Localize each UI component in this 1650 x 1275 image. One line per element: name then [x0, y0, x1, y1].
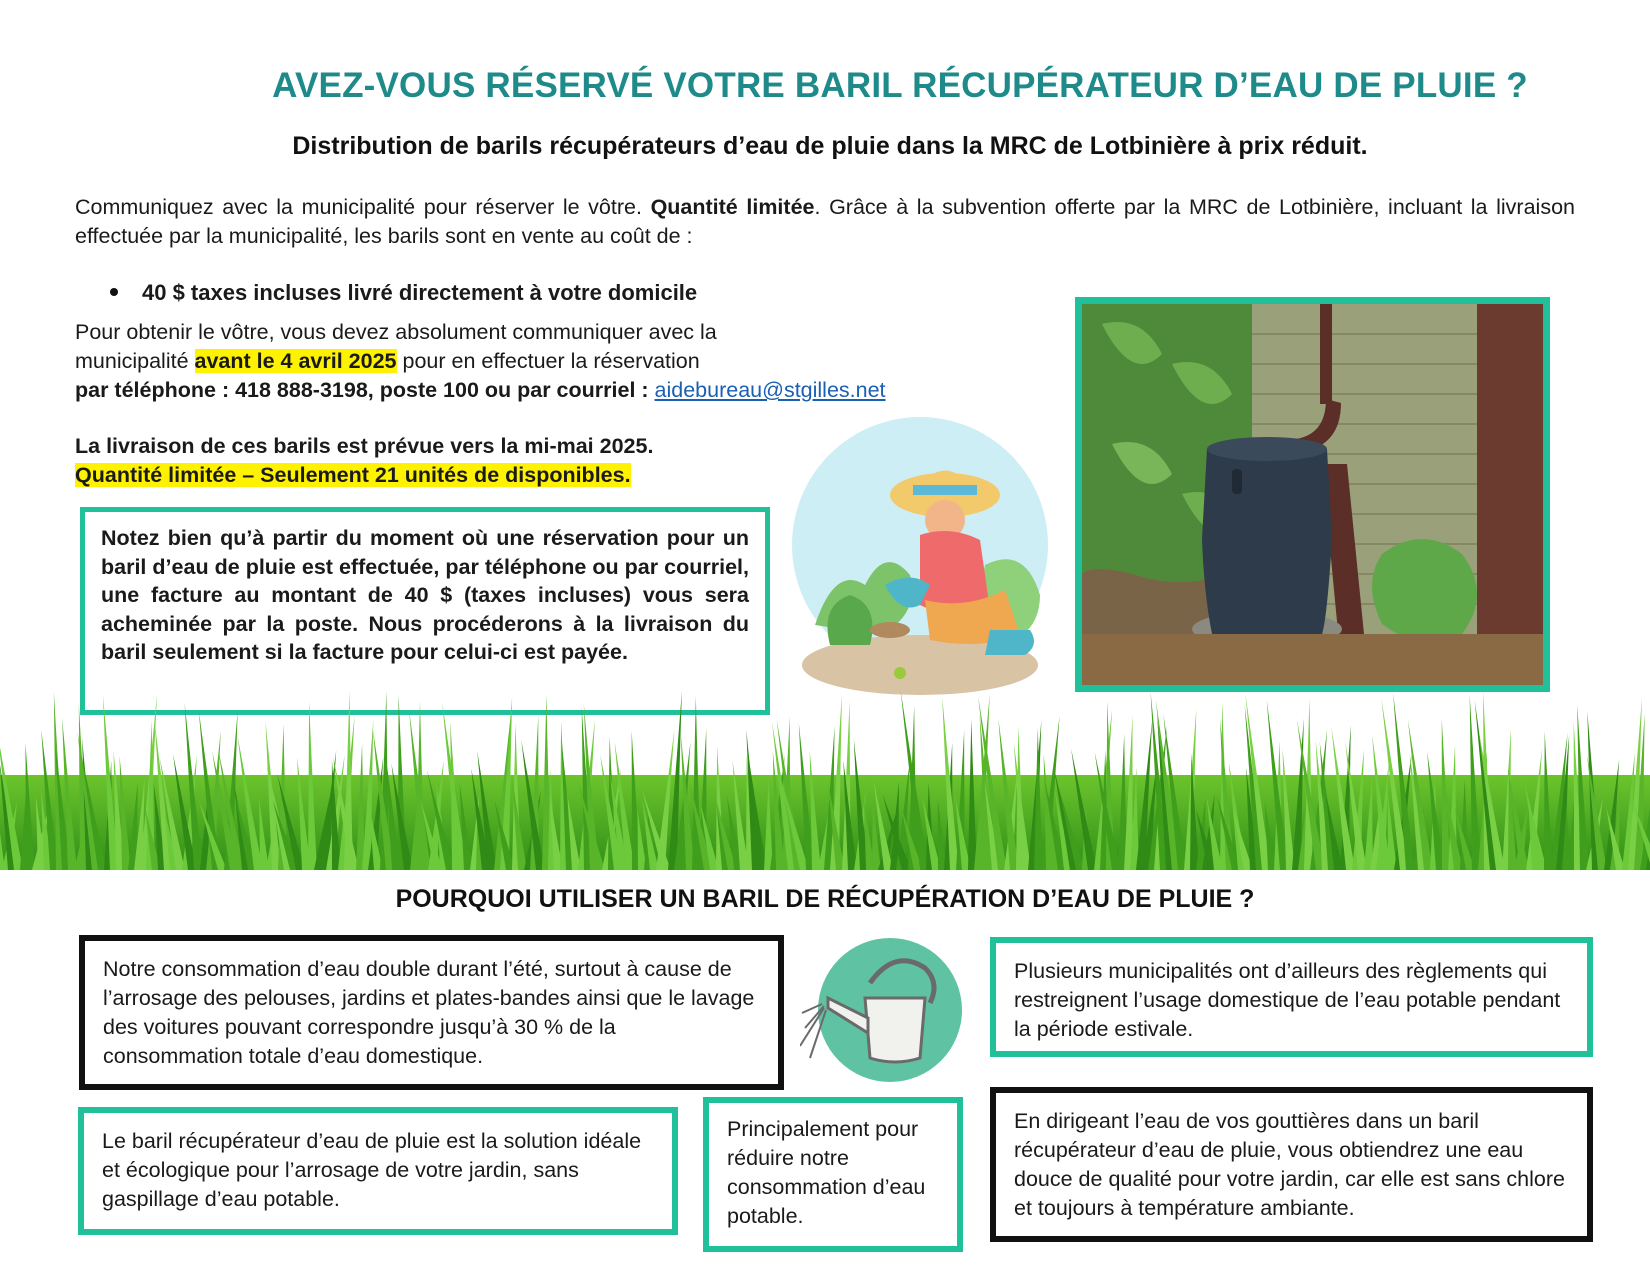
intro-bold: Quantité limitée: [650, 195, 815, 219]
gardener-illustration: [785, 415, 1055, 695]
rain-barrel-photo: [1075, 297, 1550, 692]
info-box-consumption: Notre consommation d’eau double durant l’été, surtout à cause de l’arrosage des pelouses, jardins et plates-bandes ainsi que le lavage des voitures pouvant correspondre jusqu’à 30 % de la consommation totale d’eau domestique.: [79, 935, 784, 1090]
price-bullet-text: 40 $ taxes incluses livré directement à votre domicile: [142, 280, 698, 305]
intro-text-2: . Grâce à la subvention offerte par la MRC de Lotbinière, incluant la livraison effectuée par la municipalité, les barils sont en vente au coût de :: [75, 195, 1575, 248]
delivery-info: [75, 432, 835, 490]
intro-text-1: Communiquez avec la municipalité pour réserver le vôtre.: [75, 195, 651, 219]
price-bullet: [110, 280, 697, 306]
page-title: AVEZ-VOUS RÉSERVÉ VOTRE BARIL RÉCUPÉRATEUR D’EAU DE PLUIE ?: [272, 66, 1528, 105]
page-subtitle: Distribution de barils récupérateurs d’eau de pluie dans la MRC de Lotbinière à prix réduit.: [292, 132, 1368, 160]
why-section-title: POURQUOI UTILISER UN BARIL DE RÉCUPÉRATION D’EAU DE PLUIE ?: [395, 885, 1255, 913]
info-box-regulations: Plusieurs municipalités ont d’ailleurs des règlements qui restreignent l’usage domestique de l’eau potable pendant la période estivale.: [990, 937, 1593, 1057]
reservation-instructions: [75, 318, 1055, 405]
note-box: Notez bien qu’à partir du moment où une réservation pour un baril d’eau de pluie est effectuée, par téléphone ou par courriel, une facture au montant de 40 $ (taxes incluses) vous sera acheminée par la poste. Nous procéderons à la livraison du baril seulement si la facture pour celui-ci est payée.: [80, 507, 770, 715]
instructions-contact: [75, 376, 1055, 405]
deadline-highlight: avant le 4 avril 2025: [194, 349, 397, 373]
email-link[interactable]: aidebureau@stgilles.net: [654, 378, 886, 402]
instructions-line2: [75, 347, 1055, 376]
info-box-purpose: Principalement pour réduire notre consommation d’eau potable.: [703, 1097, 963, 1252]
instructions-line1: Pour obtenir le vôtre, vous devez absolument communiquer avec la: [75, 320, 717, 344]
delivery-line1: La livraison de ces barils est prévue vers la mi-mai 2025.: [75, 434, 654, 458]
bullet-dot-icon: [110, 288, 118, 296]
contact-phone: par téléphone : 418 888-3198, poste 100 ou par courriel :: [75, 378, 655, 402]
info-box-quality: En dirigeant l’eau de vos gouttières dans un baril récupérateur d’eau de pluie, vous obtiendrez une eau douce de qualité pour votre jardin, car elle est sans chlore et toujours à température ambiante.: [990, 1087, 1593, 1242]
instructions-line2a: municipalité: [75, 349, 195, 373]
watering-can-icon: [800, 928, 965, 1093]
instructions-line2b: pour en effectuer la réservation: [396, 349, 700, 373]
info-box-solution: Le baril récupérateur d’eau de pluie est la solution idéale et écologique pour l’arrosage de votre jardin, sans gaspillage d’eau potable.: [78, 1107, 678, 1235]
intro-paragraph: [75, 193, 1575, 251]
limited-quantity-highlight: Quantité limitée – Seulement 21 unités de disponibles.: [75, 463, 631, 487]
grass-banner: [0, 680, 1650, 870]
